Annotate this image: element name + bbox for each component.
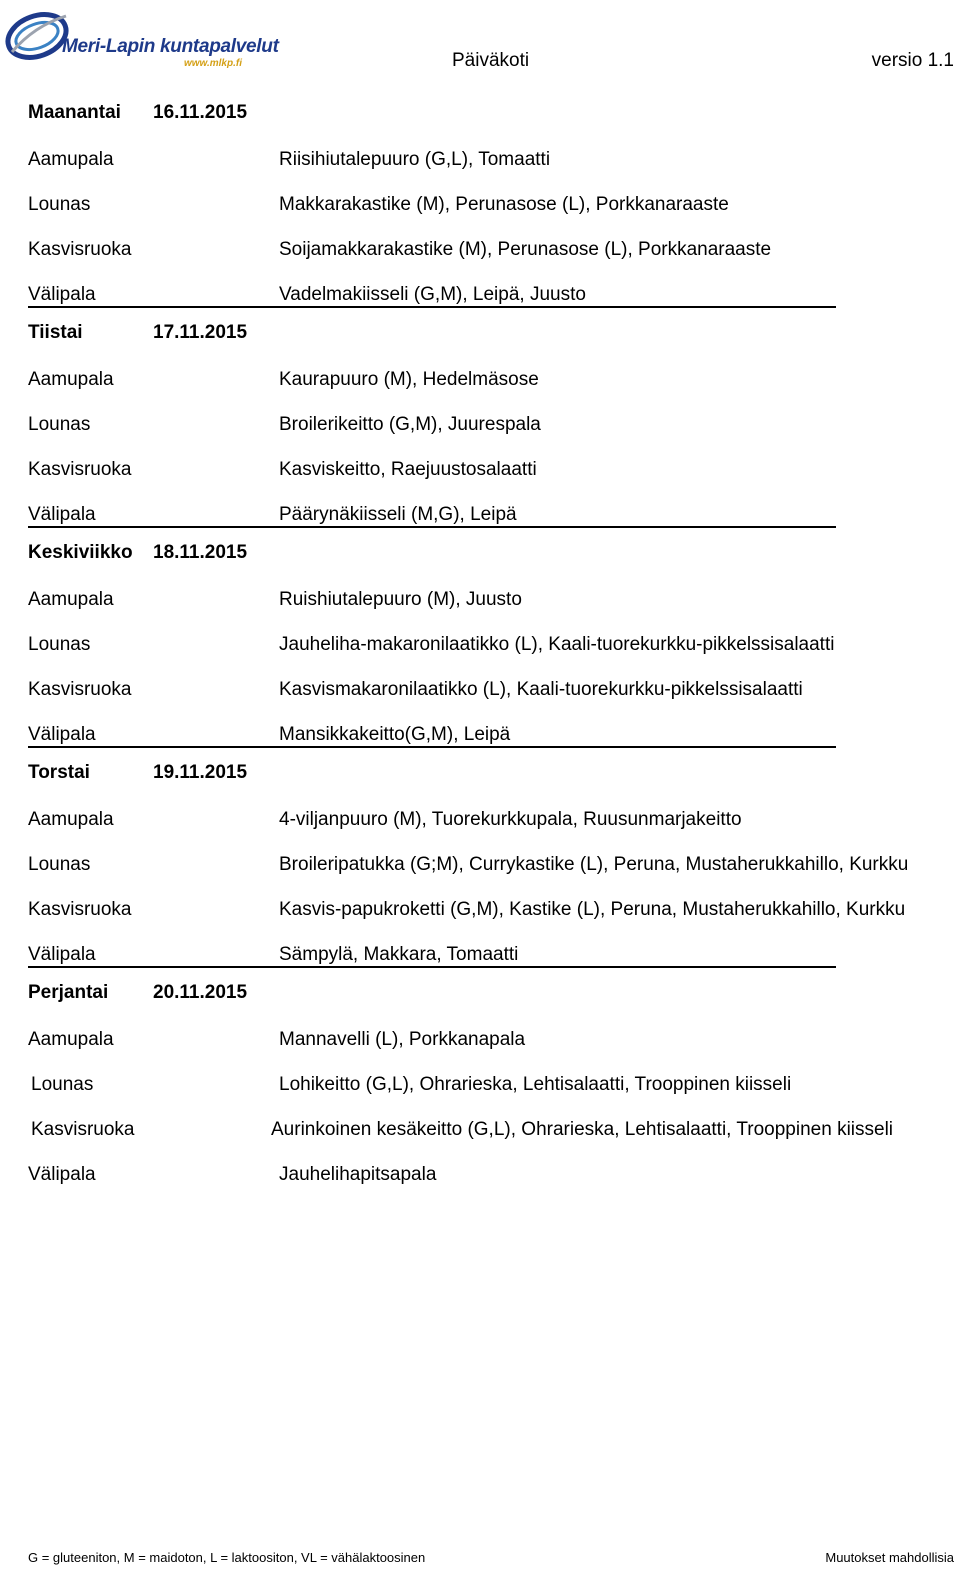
- meal-label: Välipala: [28, 1164, 96, 1185]
- day-divider: [28, 966, 836, 968]
- day-section-wednesday: [28, 538, 948, 748]
- meal-label: Lounas: [28, 414, 91, 435]
- meal-dish: Soijamakkarakastike (M), Perunasose (L), Porkkanaraaste: [279, 239, 772, 260]
- day-divider: [28, 306, 836, 308]
- meal-label: Aamupala: [28, 589, 114, 610]
- logo-url: www.mlkp.fi: [184, 58, 242, 69]
- meal-row: [28, 632, 948, 677]
- meal-dish: Aurinkoinen kesäkeitto (G,L), Ohrarieska, Lehtisalaatti, Trooppinen kiisseli: [271, 1119, 894, 1140]
- meal-row: [28, 282, 948, 305]
- meal-label: Lounas: [28, 634, 91, 655]
- meal-row: [28, 897, 948, 942]
- day-name: Perjantai: [28, 982, 109, 1003]
- meal-label: Lounas: [28, 194, 91, 215]
- allergen-legend: G = gluteeniton, M = maidoton, L = laktoositon, VL = vähälaktoosinen: [28, 1550, 426, 1565]
- meal-row: [28, 1072, 948, 1117]
- meal-dish: Jauhelihapitsapala: [279, 1164, 437, 1185]
- day-divider: [28, 746, 836, 748]
- changes-note: Muutokset mahdollisia: [825, 1550, 954, 1565]
- meal-row: [28, 677, 948, 722]
- day-section-tuesday: [28, 318, 948, 528]
- meal-label: Aamupala: [28, 369, 114, 390]
- document-version: versio 1.1: [871, 50, 954, 71]
- logo-name: Meri-Lapin kuntapalvelut: [62, 36, 279, 57]
- day-section-thursday: [28, 758, 948, 968]
- meal-dish: Makkarakastike (M), Perunasose (L), Porkkanaraaste: [279, 194, 729, 215]
- meal-label: Välipala: [28, 724, 96, 745]
- meal-row: [28, 1162, 948, 1185]
- meal-dish: Kasvis-papukroketti (G,M), Kastike (L), Peruna, Mustaherukkahillo, Kurkku: [279, 899, 906, 920]
- meal-row: [28, 1117, 948, 1162]
- meal-dish: Mannavelli (L), Porkkanapala: [279, 1029, 526, 1050]
- day-name: Torstai: [28, 762, 90, 783]
- meal-row: [28, 147, 948, 192]
- meal-label: Lounas: [31, 1074, 94, 1095]
- meal-row: [28, 457, 948, 502]
- meal-row: [28, 237, 948, 282]
- day-section-monday: [28, 98, 948, 308]
- day-header: [28, 978, 948, 1010]
- day-divider: [28, 526, 836, 528]
- day-name: Tiistai: [28, 322, 83, 343]
- meal-row: [28, 722, 948, 745]
- day-date: 19.11.2015: [153, 762, 248, 783]
- page-header: [0, 0, 960, 80]
- day-header: [28, 538, 948, 570]
- meal-dish: Mansikkakeitto(G,M), Leipä: [279, 724, 511, 745]
- meal-dish: Päärynäkiisseli (M,G), Leipä: [279, 504, 517, 525]
- meal-label: Kasvisruoka: [28, 899, 132, 920]
- meal-label: Välipala: [28, 504, 96, 525]
- day-date: 20.11.2015: [153, 982, 248, 1003]
- meal-row: [28, 192, 948, 237]
- weekly-menu: [28, 98, 948, 1185]
- meal-row: [28, 367, 948, 412]
- meal-row: [28, 587, 948, 632]
- meal-dish: Jauheliha-makaronilaatikko (L), Kaali-tuorekurkku-pikkelssisalaatti: [279, 634, 835, 655]
- meal-dish: Ruishiutalepuuro (M), Juusto: [279, 589, 522, 610]
- meal-dish: Broileripatukka (G;M), Currykastike (L), Peruna, Mustaherukkahillo, Kurkku: [279, 854, 909, 875]
- meal-label: Kasvisruoka: [28, 679, 132, 700]
- meal-label: Kasvisruoka: [31, 1119, 135, 1140]
- meal-row: [28, 807, 948, 852]
- meal-dish: Lohikeitto (G,L), Ohrarieska, Lehtisalaatti, Trooppinen kiisseli: [279, 1074, 792, 1095]
- company-logo: [4, 6, 279, 70]
- meal-dish: Kasvismakaronilaatikko (L), Kaali-tuorekurkku-pikkelssisalaatti: [279, 679, 803, 700]
- day-date: 18.11.2015: [153, 542, 248, 563]
- meal-label: Välipala: [28, 944, 96, 965]
- meal-dish: Broilerikeitto (G,M), Juurespala: [279, 414, 541, 435]
- meal-label: Aamupala: [28, 809, 114, 830]
- day-header: [28, 758, 948, 790]
- meal-dish: Sämpylä, Makkara, Tomaatti: [279, 944, 519, 965]
- meal-label: Aamupala: [28, 149, 114, 170]
- day-date: 17.11.2015: [153, 322, 248, 343]
- meal-label: Välipala: [28, 284, 96, 305]
- day-section-friday: [28, 978, 948, 1185]
- meal-label: Lounas: [28, 854, 91, 875]
- meal-row: [28, 412, 948, 457]
- day-date: 16.11.2015: [153, 102, 248, 123]
- meal-dish: Kaurapuuro (M), Hedelmäsose: [279, 369, 539, 390]
- meal-row: [28, 1027, 948, 1072]
- meal-row: [28, 942, 948, 965]
- meal-row: [28, 502, 948, 525]
- day-name: Maanantai: [28, 102, 121, 123]
- day-header: [28, 318, 948, 350]
- meal-dish: Kasviskeitto, Raejuustosalaatti: [279, 459, 537, 480]
- meal-label: Kasvisruoka: [28, 239, 132, 260]
- day-header: [28, 98, 948, 130]
- meal-label: Kasvisruoka: [28, 459, 132, 480]
- document-title: Päiväkoti: [452, 50, 530, 71]
- meal-row: [28, 852, 948, 897]
- meal-label: Aamupala: [28, 1029, 114, 1050]
- day-name: Keskiviikko: [28, 542, 133, 563]
- meal-dish: Vadelmakiisseli (G,M), Leipä, Juusto: [279, 284, 586, 305]
- meal-dish: Riisihiutalepuuro (G,L), Tomaatti: [279, 149, 551, 170]
- meal-dish: 4-viljanpuuro (M), Tuorekurkkupala, Ruusunmarjakeitto: [279, 809, 742, 830]
